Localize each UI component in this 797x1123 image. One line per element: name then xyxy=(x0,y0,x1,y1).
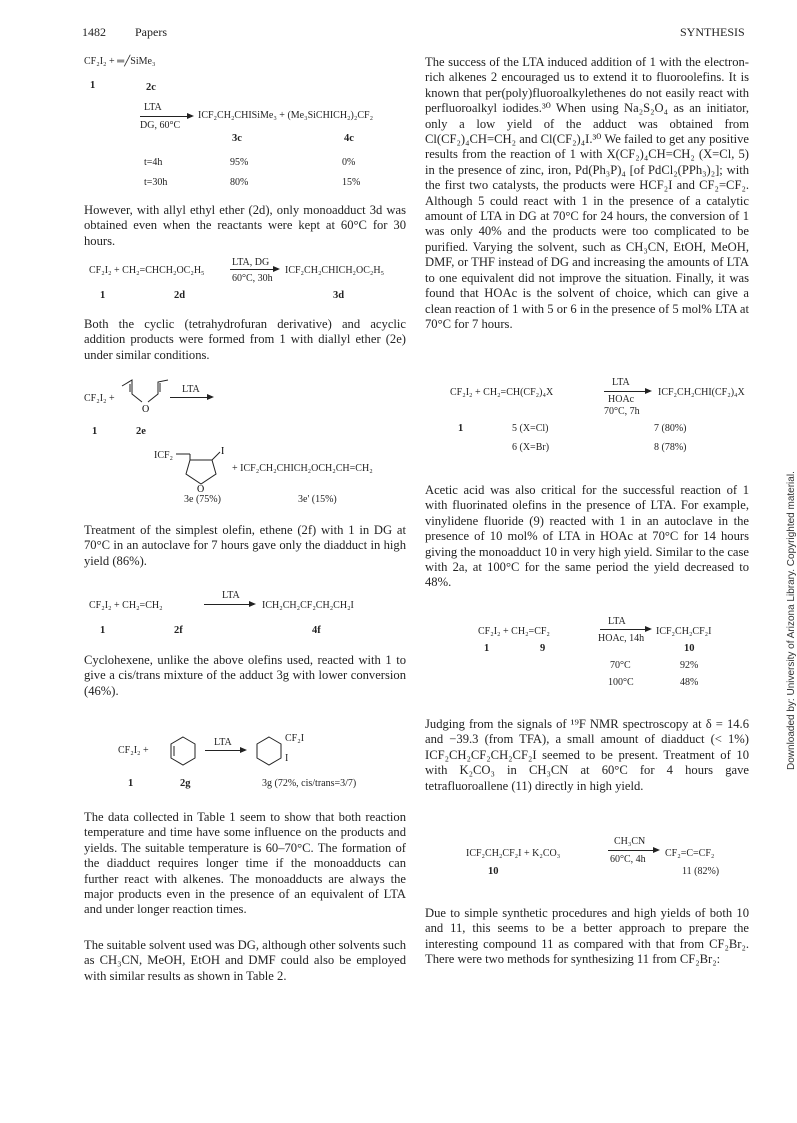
rscheme1-row2-reactant: 6 (X=Br) xyxy=(512,442,550,453)
scheme1-row1-3c: 95% xyxy=(230,157,249,168)
rscheme2-product: ICF₂CH₂CF₂I xyxy=(656,626,712,637)
scheme2-reactants: CF₂I₂ + CH₂=CHCH₂OC₂H₅ xyxy=(89,265,205,276)
scheme4-product: ICH₂CH₂CF₂CH₂CH₂I xyxy=(262,600,354,611)
svg-text:O: O xyxy=(197,484,205,495)
rscheme3-arrow xyxy=(608,850,658,851)
rscheme3-label-10: 10 xyxy=(488,866,499,877)
scheme5-label-2g: 2g xyxy=(180,778,191,789)
rscheme1-cond-top: LTA xyxy=(612,377,630,388)
rscheme2-label-10: 10 xyxy=(684,643,695,654)
left-paragraph-2 xyxy=(84,317,406,363)
scheme3-yield-3e: 3e (75%) xyxy=(184,494,221,505)
left-para5-text: The data collected in Table 1 seem to show that both reaction temperature and time have some influence on the products and yields. The suitable temperature is 60–70°C. The formation of the diadduct requires longer time if the monoadducts can further react with alkenes. The monoadducts are always the major products even in the presence of an equivalent of LTA and under longer reaction times. xyxy=(84,810,406,917)
right-paragraph-3 xyxy=(425,717,749,794)
scheme2-label-3d: 3d xyxy=(333,290,345,301)
scheme4-reactants: CF₂I₂ + CH₂=CH₂ xyxy=(89,600,163,611)
left-paragraph-4 xyxy=(84,653,406,699)
scheme1-reactants: CF₂I₂ + ═╱SiMe₃ xyxy=(84,56,156,67)
rscheme2-cond-top: LTA xyxy=(608,616,626,627)
thf-ring-structure xyxy=(176,446,236,495)
rscheme1-row2-product: 8 (78%) xyxy=(654,442,687,453)
rscheme2-cond-bottom: HOAc, 14h xyxy=(598,633,645,644)
rscheme1-arrow xyxy=(604,391,650,392)
scheme4-label-1: 1 xyxy=(100,625,106,636)
rscheme1-row1-reactant: 5 (X=Cl) xyxy=(512,423,549,434)
rscheme1-cond-mid: HOAc xyxy=(608,394,635,405)
scheme1-cond-top: LTA xyxy=(144,102,162,113)
left-para3-text: Treatment of the simplest olefin, ethene (2f) with 1 in DG at 70°C in an autoclave for 7 hours gave only the diadduct in high yield (86%). xyxy=(84,523,406,568)
scheme1-row2-time: t=30h xyxy=(144,177,168,188)
scheme3-yield-3e-prime: 3e' (15%) xyxy=(298,494,337,505)
rscheme2-temp-2: 100°C xyxy=(608,677,634,688)
left-para1-text: However, with allyl ethyl ether (2d), only monoadduct 3d was obtained even when the reactants were kept at 60°C for 30 hours. xyxy=(84,203,406,248)
svg-text:I: I xyxy=(221,446,225,457)
scheme1-arrow xyxy=(140,116,192,117)
rscheme2-temp-1: 70°C xyxy=(610,660,631,671)
scheme5-yield-3g: 3g (72%, cis/trans=3/7) xyxy=(262,778,357,789)
rscheme3-product: CF₂=C=CF₂ xyxy=(665,848,715,859)
rscheme3-reactants: ICF₂CH₂CF₂I + K₂CO₃ xyxy=(466,848,561,859)
scheme2-product: ICF₂CH₂CHICH₂OC₂H₅ xyxy=(285,265,385,276)
rscheme2-label-1: 1 xyxy=(484,643,490,654)
left-paragraph-6 xyxy=(84,938,406,984)
scheme4-cond: LTA xyxy=(222,590,240,601)
section-label: Papers xyxy=(135,25,167,39)
scheme3-label-1: 1 xyxy=(92,426,98,437)
scheme5-label-1: 1 xyxy=(128,778,134,789)
scheme5-sub-cf2i: CF₂I xyxy=(285,733,305,744)
rscheme2-arrow xyxy=(600,629,650,630)
rscheme1-reactants: CF₂I₂ + CH₂=CH(CF₂)₄X xyxy=(450,387,554,398)
right-paragraph-2 xyxy=(425,483,749,591)
scheme5-reactant: CF₂I₂ + xyxy=(118,745,149,756)
scheme1-products: ICF₂CH₂CHISiMe₃ + (Me₃SiCHICH₂)₂CF₂ xyxy=(198,110,374,121)
scheme2-cond-bottom: 60°C, 30h xyxy=(232,273,273,284)
scheme3-reactant: CF₂I₂ + xyxy=(84,393,115,404)
svg-text:O: O xyxy=(142,404,150,415)
scheme3-arrow xyxy=(170,397,212,398)
rscheme3-cond-top: CH₃CN xyxy=(614,836,646,847)
scheme2-label-1: 1 xyxy=(100,290,106,301)
scheme5-sub-i: I xyxy=(285,753,289,764)
diallyl-ether-structure xyxy=(118,380,178,420)
scheme5-arrow xyxy=(205,750,245,751)
scheme1-row2-4c: 15% xyxy=(342,177,361,188)
scheme1-row1-time: t=4h xyxy=(144,157,163,168)
rscheme1-product: ICF₂CH₂CHI(CF₂)₄X xyxy=(658,387,745,398)
scheme1-row1-4c: 0% xyxy=(342,157,356,168)
right-para2-text: Acetic acid was also critical for the successful reaction of 1 with fluorinated olefins in the presence of LTA. For example, vinylidene fluoride (9) reacted with 1 in an autoclave in the presence of 10 mol% of LTA in HOAc at 70°C for 14 hours giving the monoadduct 10 in very high yield. Similar to the case with 2a, at 100°C for the same period the yield decreased to 48%. xyxy=(425,483,749,590)
rscheme1-row1-product: 7 (80%) xyxy=(654,423,687,434)
scheme5-cond: LTA xyxy=(214,737,232,748)
scheme1-label-4c: 4c xyxy=(344,133,354,144)
scheme3-label-2e: 2e xyxy=(136,426,146,437)
right-paragraph-1 xyxy=(425,55,749,332)
left-para4-text: Cyclohexene, unlike the above olefins used, reacted with 1 to give a cis/trans mixture of the adduct 3g with lower conversion (46%). xyxy=(84,653,406,698)
scheme1-label-2c: 2c xyxy=(146,82,156,93)
scheme1-cond-bottom: DG, 60°C xyxy=(140,120,181,131)
page-number: 1482 xyxy=(82,25,106,39)
rscheme2-yield-2: 48% xyxy=(680,677,699,688)
rscheme2-yield-1: 92% xyxy=(680,660,699,671)
right-para1-text: The success of the LTA induced addition of 1 with the electron-rich alkenes 2 encouraged us to extend it to fluoroolefins. It is known that per(poly)fluoroalkylethenes do not easily react with perfluoroalkyl iodides.³⁰ When using Na₂S₂O₄ as an initiator, only a low yield of the adduct was obtained from Cl(CF₂)₄CH=CH₂ and Cl(CF₂)₄I.³⁰ We failed to get any positive results from the reaction of 1 with X(CF₂)₄CH=CH₂ (X=Cl, 5) in the presence of zinc, iron, Pd(Ph₃P)₄ [of PdCl₂(PPh₃)₂]; with the first two catalysts, the products were HCF₂I and CF₂=CF₂. Although 5 could react with 1 in the presence of a catalytic amount of LTA in DG at 70°C for 24 hours, the conversion of 1 was only 40% and the products were too complicated to be purified. Varying the solvent, such as CH₃CN, EtOH, MeOH, DMF, or THF instead of DG and increasing the amounts of LTA to one equivalent did not improve the situation. Finally, it was found that HOAc is the solvent of choice, which can give a clean reaction of 1 with 5 or 6 in the presence of 5 mol% LTA at 70°C for 7 hours. xyxy=(425,55,749,331)
scheme1-label-3c: 3c xyxy=(232,133,242,144)
rscheme1-label-1: 1 xyxy=(458,423,464,434)
scheme4-arrow xyxy=(204,604,254,605)
rscheme1-cond-bottom: 70°C, 7h xyxy=(604,406,640,417)
left-para6-text: The suitable solvent used was DG, although other solvents such as CH₃CN, MeOH, EtOH and DMF could also be employed with similar results as shown in Table 2. xyxy=(84,938,406,983)
rscheme3-cond-bottom: 60°C, 4h xyxy=(610,854,646,865)
right-para3-text: Judging from the signals of ¹⁹F NMR spectroscopy at δ = 14.6 and −39.3 (from TFA), a small amount of diadduct (< 1%) ICF₂CH₂CF₂CH₂CF₂I seemed to be present. Treatment of 10 with K₂CO₃ in CH₃CN at 60°C for 4 hours gave tetrafluoroallene (11) directly in high yield. xyxy=(425,717,749,793)
cyclohexane-product-structure xyxy=(254,736,284,766)
right-para4-text: Due to simple synthetic procedures and high yields of both 10 and 11, this seems to be a better approach to prepare the interesting compound 11 as compared with that from CF₂Br₂. There were two methods for synthesizing 11 from CF₂Br₂: xyxy=(425,906,749,967)
scheme3-cond: LTA xyxy=(182,384,200,395)
rscheme2-reactants: CF₂I₂ + CH₂=CF₂ xyxy=(478,626,550,637)
left-para2-text: Both the cyclic (tetrahydrofuran derivative) and acyclic addition products were formed from 1 with diallyl ether (2e) under similar conditions. xyxy=(84,317,406,362)
scheme4-label-2f: 2f xyxy=(174,625,183,636)
left-paragraph-5 xyxy=(84,810,406,918)
download-notice: Downloaded by: University of Arizona Library. Copyrighted material. xyxy=(786,471,797,770)
scheme2-arrow xyxy=(230,269,278,270)
rscheme3-label-11: 11 (82%) xyxy=(682,866,720,877)
left-paragraph-1 xyxy=(84,203,406,249)
scheme3-product-2: + ICF₂CH₂CHICH₂OCH₂CH=CH₂ xyxy=(232,463,373,474)
scheme1-row2-3c: 80% xyxy=(230,177,249,188)
scheme3-product-prefix: ICF₂ xyxy=(154,450,174,461)
scheme2-cond-top: LTA, DG xyxy=(232,257,270,268)
left-paragraph-3 xyxy=(84,523,406,569)
scheme4-label-4f: 4f xyxy=(312,625,321,636)
journal-name: SYNTHESIS xyxy=(680,25,745,39)
cyclohexene-structure xyxy=(168,736,198,766)
rscheme2-label-9: 9 xyxy=(540,643,546,654)
scheme2-label-2d: 2d xyxy=(174,290,186,301)
right-paragraph-4 xyxy=(425,906,749,968)
scheme1-label-1: 1 xyxy=(90,80,96,91)
